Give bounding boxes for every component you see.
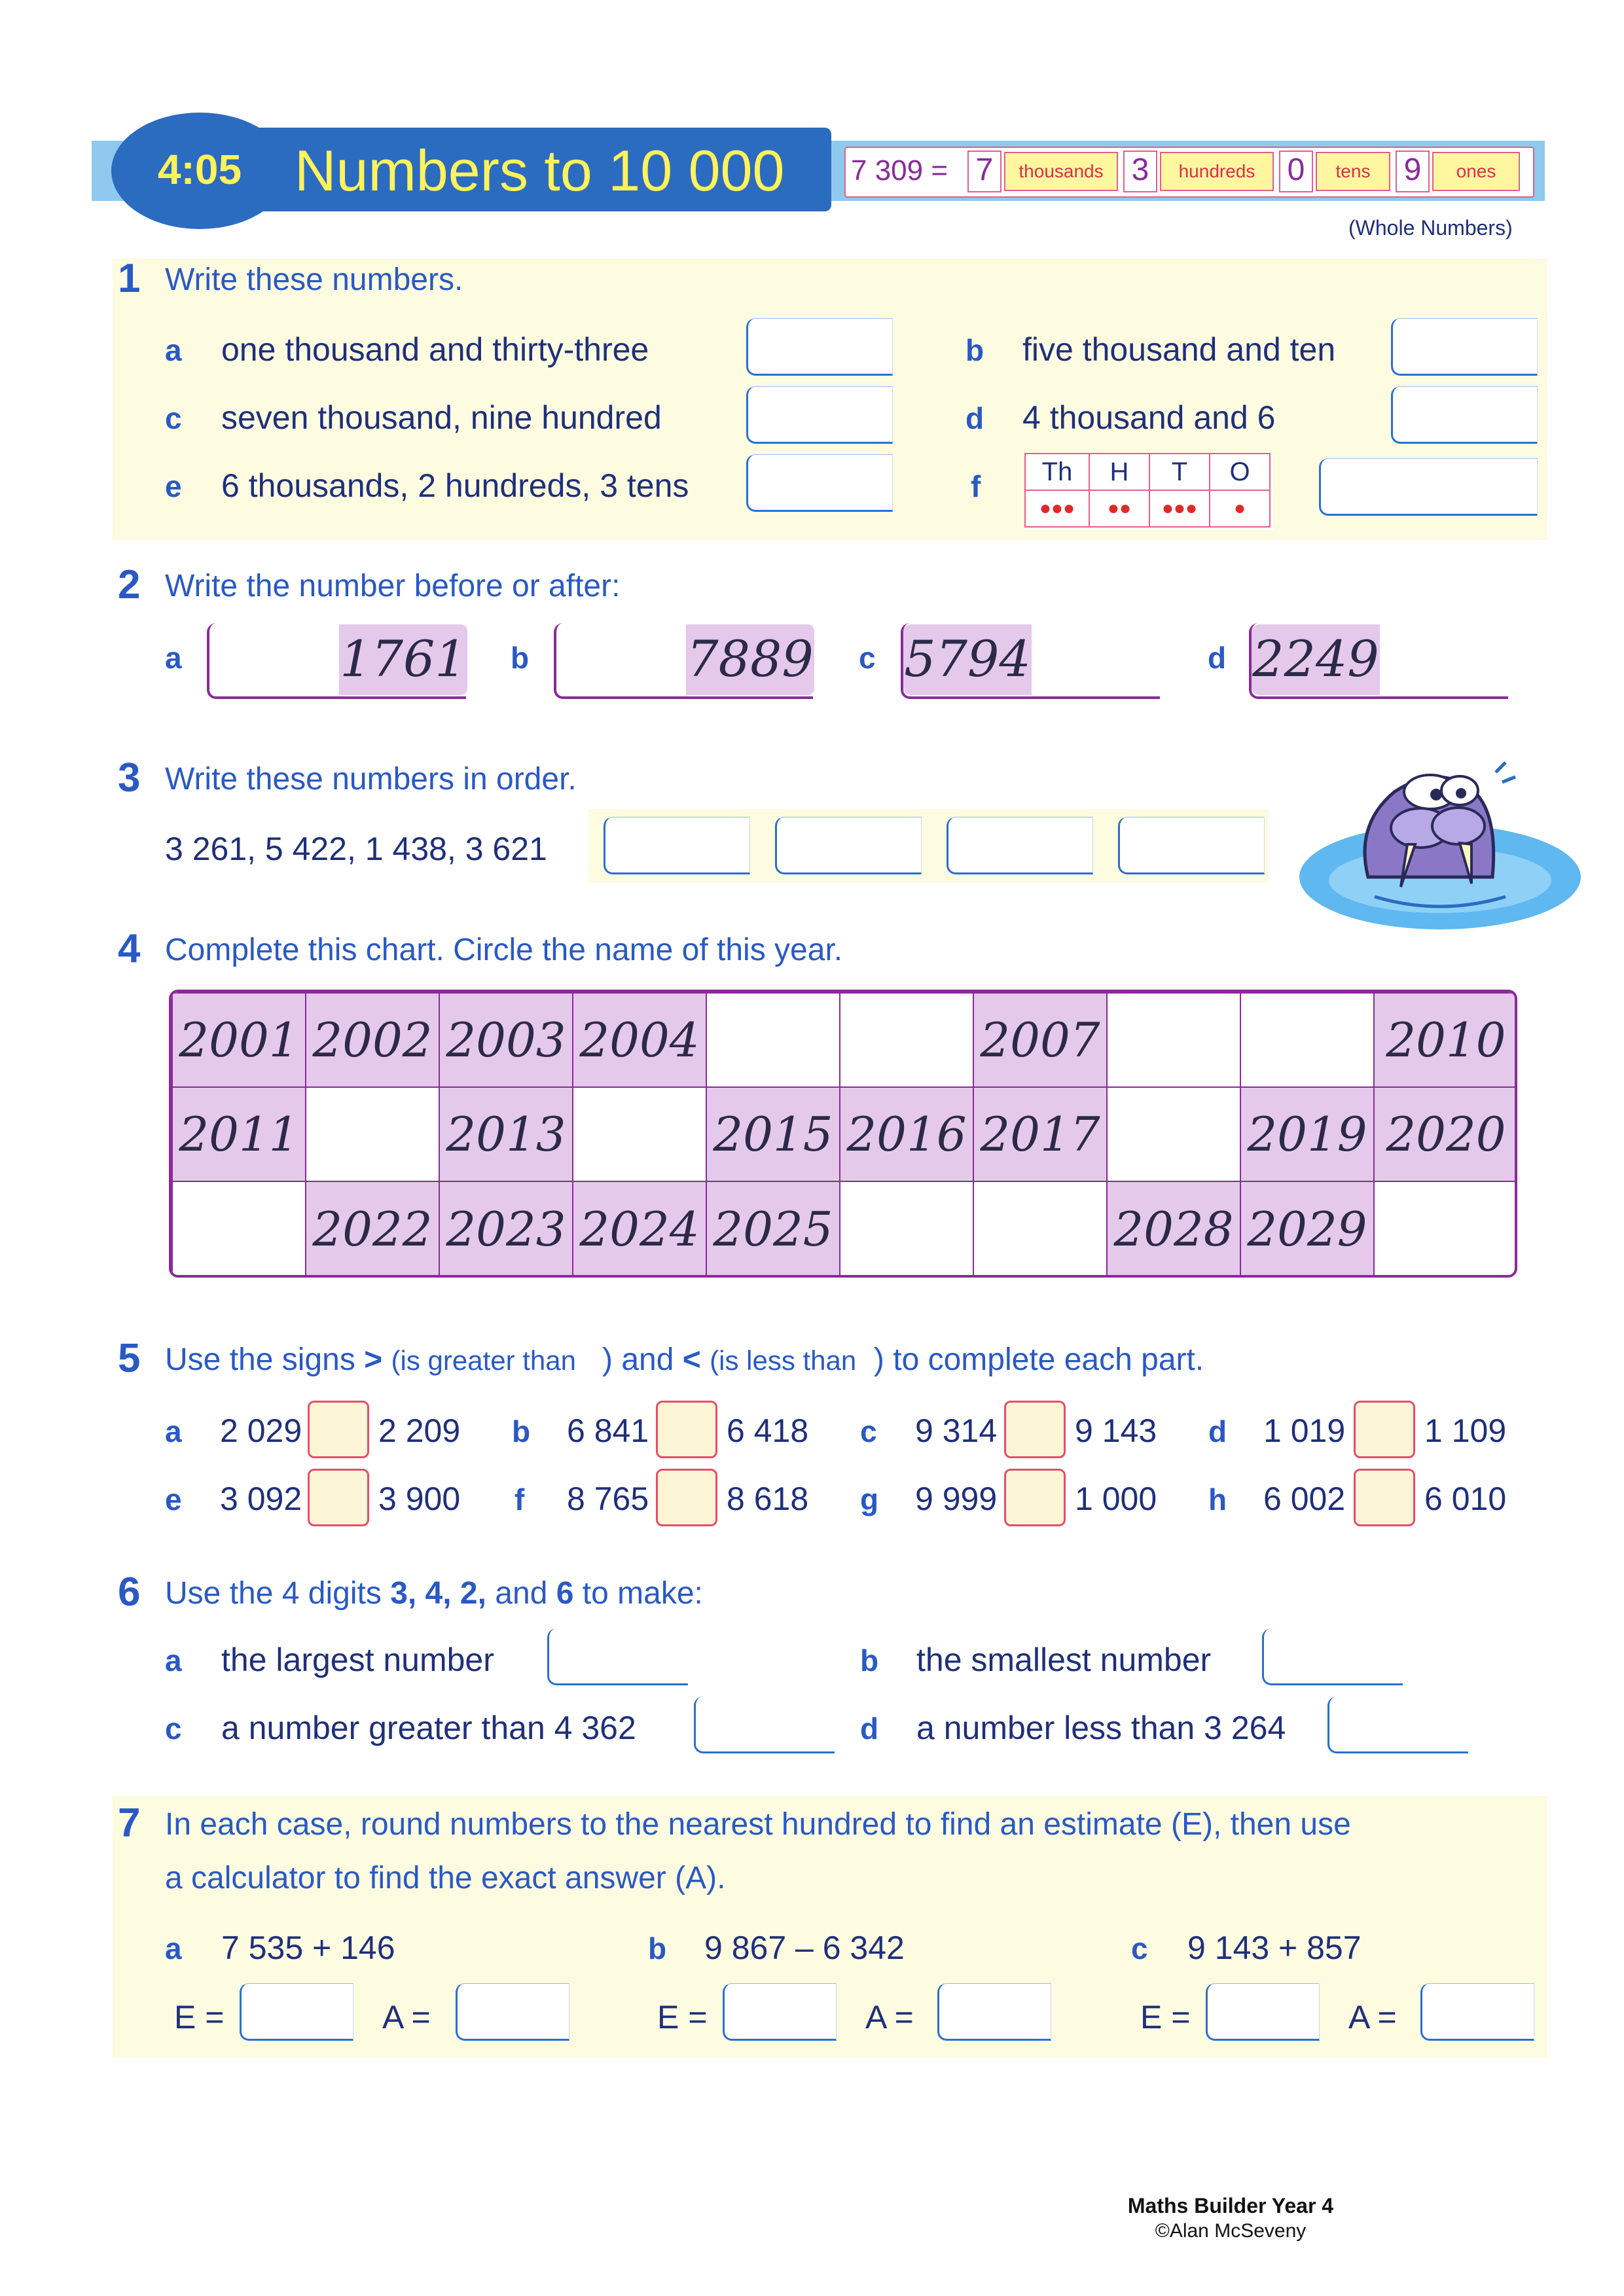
- q7-prompt-line2: a calculator to find the exact answer (A).: [165, 1861, 726, 1895]
- q5-sign-box[interactable]: [1354, 1401, 1415, 1458]
- q6c-answer-box[interactable]: [694, 1696, 835, 1753]
- q6b-text: the smallest number: [916, 1641, 1212, 1678]
- q5-right: 1 000: [1075, 1480, 1157, 1517]
- q5-letter: g: [860, 1482, 879, 1516]
- year-cell: 2010: [1373, 992, 1517, 1088]
- q7c-answer-box[interactable]: [1420, 1983, 1534, 2041]
- year-cell: 2024: [572, 1181, 707, 1278]
- q1c-text: seven thousand, nine hundred: [221, 399, 662, 436]
- q6-number: 6: [118, 1570, 141, 1615]
- year-cell[interactable]: [171, 1181, 306, 1278]
- strand-label: (Whole Numbers): [1348, 216, 1513, 240]
- q7b-answer-box[interactable]: [937, 1983, 1051, 2041]
- year-cell: 2001: [171, 992, 306, 1088]
- q3-answer-box-3[interactable]: [947, 817, 1093, 874]
- footer-copyright: ©Alan McSeveny: [1155, 2220, 1307, 2242]
- q3-answer-box-4[interactable]: [1118, 817, 1265, 874]
- q5-sign-box[interactable]: [1004, 1401, 1066, 1458]
- table-dots: ●: [1209, 490, 1271, 528]
- year-cell: 2020: [1373, 1086, 1517, 1182]
- q1b-answer-box[interactable]: [1391, 318, 1538, 376]
- table-dots: ●●: [1089, 490, 1150, 528]
- q5-left: 8 765: [567, 1480, 649, 1517]
- q1f-letter: f: [971, 469, 981, 503]
- q7c-estimate-box[interactable]: [1206, 1983, 1320, 2041]
- example-digit: 7: [967, 151, 1001, 192]
- year-cell: 2025: [706, 1181, 840, 1278]
- q6-prompt: [165, 1575, 703, 1611]
- less-than-sign: <: [682, 1342, 701, 1377]
- greater-than-sign: >: [364, 1342, 383, 1377]
- q5-letter: f: [514, 1482, 525, 1516]
- page-title: Numbers to 10 000: [295, 138, 785, 203]
- q5-number: 5: [118, 1336, 141, 1381]
- year-cell: 2023: [439, 1181, 573, 1278]
- q6d-text: a number less than 3 264: [916, 1710, 1286, 1746]
- q1a-answer-box[interactable]: [746, 318, 893, 376]
- q2d-letter: d: [1208, 641, 1227, 675]
- q7c-expression: 9 143 + 857: [1187, 1929, 1362, 1966]
- q1d-answer-box[interactable]: [1391, 386, 1538, 444]
- q6d-answer-box[interactable]: [1327, 1696, 1468, 1753]
- q7-prompt-line1: In each case, round numbers to the nearest hundred to find an estimate (E), then use: [165, 1807, 1351, 1842]
- year-cell[interactable]: [1106, 992, 1241, 1088]
- q5-letter: d: [1208, 1414, 1227, 1448]
- year-chart: [169, 990, 1517, 1278]
- q3-answer-box-2[interactable]: [775, 817, 922, 874]
- q2c-answer-box[interactable]: [1034, 626, 1156, 691]
- q5-sign-box[interactable]: [308, 1401, 369, 1458]
- q7b-letter: b: [648, 1931, 667, 1965]
- q2b-answer-box[interactable]: [558, 626, 683, 691]
- year-cell: 2022: [305, 1181, 440, 1278]
- year-cell[interactable]: [839, 992, 974, 1088]
- q6-prompt-part: Use the 4 digits: [165, 1576, 382, 1611]
- q5-sign-box[interactable]: [656, 1469, 717, 1526]
- q7a-expression: 7 535 + 146: [221, 1929, 395, 1966]
- q2c-given: 5794: [904, 630, 1031, 688]
- table-header: H: [1089, 453, 1150, 491]
- q5-sign-box[interactable]: [1354, 1469, 1415, 1526]
- q5-sign-box[interactable]: [308, 1469, 369, 1526]
- q5-prompt-part: Use the signs: [165, 1342, 355, 1377]
- q2c-letter: c: [859, 641, 876, 675]
- q5-left: 1 019: [1263, 1412, 1346, 1449]
- q7a-letter: a: [165, 1931, 182, 1965]
- q3-number: 3: [118, 755, 141, 800]
- year-cell: 2028: [1106, 1181, 1241, 1278]
- q2d-answer-box[interactable]: [1382, 626, 1504, 691]
- q5-left: 6 841: [567, 1412, 649, 1449]
- q1b-letter: b: [965, 333, 984, 367]
- year-cell: 2004: [572, 992, 707, 1088]
- q1a-text: one thousand and thirty-three: [221, 331, 649, 368]
- q5-letter: c: [860, 1414, 877, 1448]
- q7a-answer-box[interactable]: [456, 1983, 569, 2041]
- q7-number: 7: [118, 1801, 141, 1846]
- q5-letter: a: [165, 1414, 182, 1448]
- q5-left: 9 314: [915, 1412, 998, 1449]
- q1e-letter: e: [165, 469, 182, 503]
- year-cell[interactable]: [839, 1181, 974, 1278]
- q5-letter: e: [165, 1482, 182, 1516]
- greater-than-text: (is greater than: [391, 1345, 577, 1376]
- year-cell: 2011: [171, 1086, 306, 1182]
- q7c-answer-label: A =: [1348, 1999, 1397, 2036]
- year-cell: 2029: [1240, 1181, 1375, 1278]
- q6a-answer-box[interactable]: [547, 1628, 688, 1685]
- example-label: hundreds: [1160, 152, 1274, 191]
- q7b-expression: 9 867 – 6 342: [704, 1929, 905, 1966]
- q5-sign-box[interactable]: [656, 1401, 717, 1458]
- example-label: thousands: [1004, 152, 1118, 191]
- table-header: Th: [1024, 453, 1090, 491]
- year-cell[interactable]: [1106, 1086, 1241, 1182]
- q3-answer-box-1[interactable]: [604, 817, 750, 874]
- q7b-estimate-label: E =: [657, 1999, 708, 2036]
- q3-numbers: 3 261, 5 422, 1 438, 3 621: [165, 831, 547, 867]
- q6-prompt-part: to make:: [582, 1576, 703, 1611]
- q6b-letter: b: [860, 1643, 879, 1677]
- q6a-text: the largest number: [221, 1641, 494, 1678]
- table-dots: ●●●: [1024, 490, 1090, 528]
- q5-sign-box[interactable]: [1004, 1469, 1066, 1526]
- q6-digits: 3, 4, 2,: [390, 1576, 486, 1611]
- q2a-answer-box[interactable]: [211, 626, 336, 691]
- q6d-letter: d: [860, 1712, 879, 1746]
- q1a-letter: a: [165, 333, 182, 367]
- q5-left: 3 092: [220, 1480, 302, 1517]
- q6c-text: a number greater than 4 362: [221, 1710, 636, 1746]
- q7c-estimate-label: E =: [1140, 1999, 1191, 2036]
- example-digit: 3: [1123, 151, 1157, 192]
- q5-prompt: [165, 1342, 1204, 1378]
- q6b-answer-box[interactable]: [1262, 1628, 1403, 1685]
- q5-right: 9 143: [1075, 1412, 1157, 1449]
- q2a-given: 1761: [340, 630, 467, 688]
- q4-prompt: Complete this chart. Circle the name of this year.: [165, 933, 843, 967]
- example-label: ones: [1432, 152, 1520, 191]
- year-cell: 2019: [1240, 1086, 1375, 1182]
- q2a-letter: a: [165, 641, 182, 675]
- q5-letter: h: [1208, 1482, 1227, 1516]
- q1c-letter: c: [165, 401, 182, 435]
- year-cell[interactable]: [1240, 992, 1375, 1088]
- table-dots: ●●●: [1149, 490, 1210, 528]
- q1-prompt: Write these numbers.: [165, 262, 463, 297]
- q1d-text: 4 thousand and 6: [1022, 399, 1276, 436]
- q6-last-digit: 6: [556, 1576, 574, 1611]
- q1e-text: 6 thousands, 2 hundreds, 3 tens: [221, 467, 689, 504]
- q6a-letter: a: [165, 1643, 182, 1677]
- place-value-table: [1024, 453, 1273, 530]
- year-cell: 2002: [305, 992, 440, 1088]
- q2-number: 2: [118, 562, 141, 607]
- lesson-number: 4:05: [157, 146, 242, 193]
- example-digit: 0: [1279, 151, 1313, 192]
- year-cell[interactable]: [973, 1181, 1108, 1278]
- footer-book-title: Maths Builder Year 4: [1127, 2194, 1334, 2217]
- q2b-letter: b: [511, 641, 530, 675]
- q7c-letter: c: [1131, 1931, 1148, 1965]
- q5-right: 2 209: [378, 1412, 461, 1449]
- q7a-estimate-label: E =: [174, 1999, 225, 2036]
- q7a-estimate-box[interactable]: [240, 1983, 353, 2041]
- q1-number: 1: [118, 256, 141, 301]
- example-label: tens: [1316, 152, 1390, 191]
- q2-prompt: Write the number before or after:: [165, 569, 621, 603]
- q3-prompt: Write these numbers in order.: [165, 762, 577, 797]
- q5-right: 6 418: [727, 1412, 809, 1449]
- q2d-given: 2249: [1252, 630, 1379, 688]
- example-lhs: 7 309 =: [851, 154, 948, 187]
- year-cell[interactable]: [706, 992, 840, 1088]
- year-cell: 2017: [973, 1086, 1108, 1182]
- q1d-letter: d: [965, 401, 984, 435]
- year-cell[interactable]: [572, 1086, 707, 1182]
- q5-left: 6 002: [1263, 1480, 1346, 1517]
- walrus-illustration: [1296, 746, 1584, 936]
- year-cell[interactable]: [305, 1086, 440, 1182]
- year-cell: 2015: [706, 1086, 840, 1182]
- year-cell: 2013: [439, 1086, 573, 1182]
- year-cell: 2003: [439, 992, 573, 1088]
- q1b-text: five thousand and ten: [1022, 331, 1336, 368]
- table-header: T: [1149, 453, 1210, 491]
- q5-letter: b: [512, 1414, 531, 1448]
- q5-right: 6 010: [1424, 1480, 1507, 1517]
- q5-right: 3 900: [378, 1480, 461, 1517]
- q7b-estimate-box[interactable]: [723, 1983, 837, 2041]
- year-cell: 2016: [839, 1086, 974, 1182]
- q5-left: 9 999: [915, 1480, 998, 1517]
- q4-number: 4: [118, 926, 141, 971]
- less-than-text: (is less than: [710, 1345, 857, 1376]
- table-header: O: [1209, 453, 1271, 491]
- q2b-given: 7889: [687, 630, 814, 688]
- q5-left: 2 029: [220, 1412, 302, 1449]
- q6-prompt-part: and: [495, 1576, 548, 1611]
- q5-prompt-part: ) to complete each part.: [873, 1342, 1204, 1377]
- q5-right: 1 109: [1424, 1412, 1507, 1449]
- year-cell: 2007: [973, 992, 1108, 1088]
- q5-right: 8 618: [727, 1480, 809, 1517]
- q1e-answer-box[interactable]: [746, 454, 893, 512]
- q1c-answer-box[interactable]: [746, 386, 893, 444]
- q1f-answer-box[interactable]: [1319, 458, 1538, 516]
- example-digit: 9: [1396, 151, 1430, 192]
- year-cell[interactable]: [1373, 1181, 1517, 1278]
- q7a-answer-label: A =: [382, 1999, 431, 2036]
- q5-prompt-part: ) and: [602, 1342, 674, 1377]
- q7b-answer-label: A =: [865, 1999, 914, 2036]
- q6c-letter: c: [165, 1712, 182, 1746]
